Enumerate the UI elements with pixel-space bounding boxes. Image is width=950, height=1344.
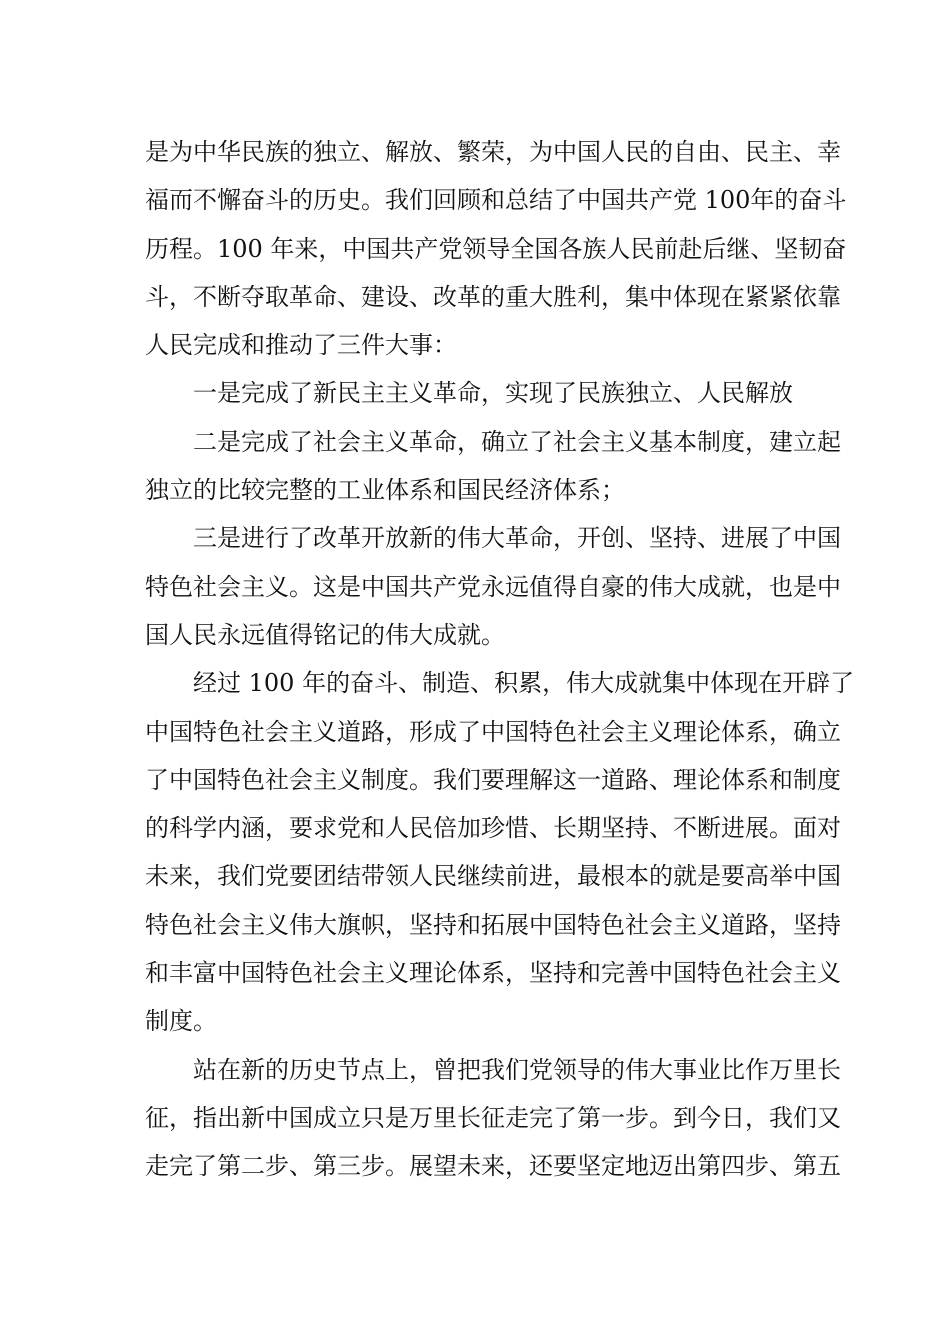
text-line: 斗，不断夺取革命、建设、改革的重大胜利，集中体现在紧紧依靠 (145, 282, 841, 311)
text-line: 经过 100 年的奋斗、制造、积累，伟大成就集中体现在开辟了 (193, 669, 855, 698)
text-line: 征，指出新中国成立只是万里长征走完了第一步。到今日，我们又 (145, 1103, 841, 1132)
text-line: 是为中华民族的独立、解放、繁荣，为中国人民的自由、民主、幸 (145, 138, 841, 166)
text-line: 二是完成了社会主义革命，确立了社会主义基本制度，建立起 (193, 427, 841, 456)
text-line: 独立的比较完整的工业体系和国民经济体系； (145, 476, 625, 505)
text-line: 了中国特色社会主义制度。我们要理解这一道路、理论体系和制度 (145, 765, 841, 794)
text-line: 福而不懈奋斗的历史。我们回顾和总结了中国共产党 100年的奋斗 (145, 186, 847, 215)
text-line: 人民完成和推动了三件大事： (145, 331, 457, 360)
text-line: 一是完成了新民主主义革命，实现了民族独立、人民解放 (193, 379, 793, 408)
text-line: 的科学内涵，要求党和人民倍加珍惜、长期坚持、不断进展。面对 (145, 814, 841, 843)
text-line: 走完了第二步、第三步。展望未来，还要坚定地迈出第四步、第五 (145, 1152, 841, 1181)
text-line: 历程。100 年来，中国共产党领导全国各族人民前赴后继、坚韧奋 (145, 234, 847, 263)
text-line: 特色社会主义伟大旗帜，坚持和拓展中国特色社会主义道路，坚持 (145, 910, 841, 939)
text-line: 中国特色社会主义道路，形成了中国特色社会主义理论体系，确立 (145, 717, 841, 746)
text-line: 国人民永远值得铭记的伟大成就。 (145, 620, 505, 649)
body-text (145, 128, 855, 1191)
text-line: 三是进行了改革开放新的伟大革命，开创、坚持、进展了中国 (193, 524, 841, 553)
text-line: 未来，我们党要团结带领人民继续前进，最根本的就是要高举中国 (145, 862, 841, 891)
text-line: 特色社会主义。这是中国共产党永远值得自豪的伟大成就，也是中 (145, 572, 841, 601)
text-line: 站在新的历史节点上，曾把我们党领导的伟大事业比作万里长 (193, 1055, 841, 1084)
text-line: 和丰富中国特色社会主义理论体系，坚持和完善中国特色社会主义 (145, 959, 841, 988)
text-line: 制度。 (145, 1007, 217, 1036)
